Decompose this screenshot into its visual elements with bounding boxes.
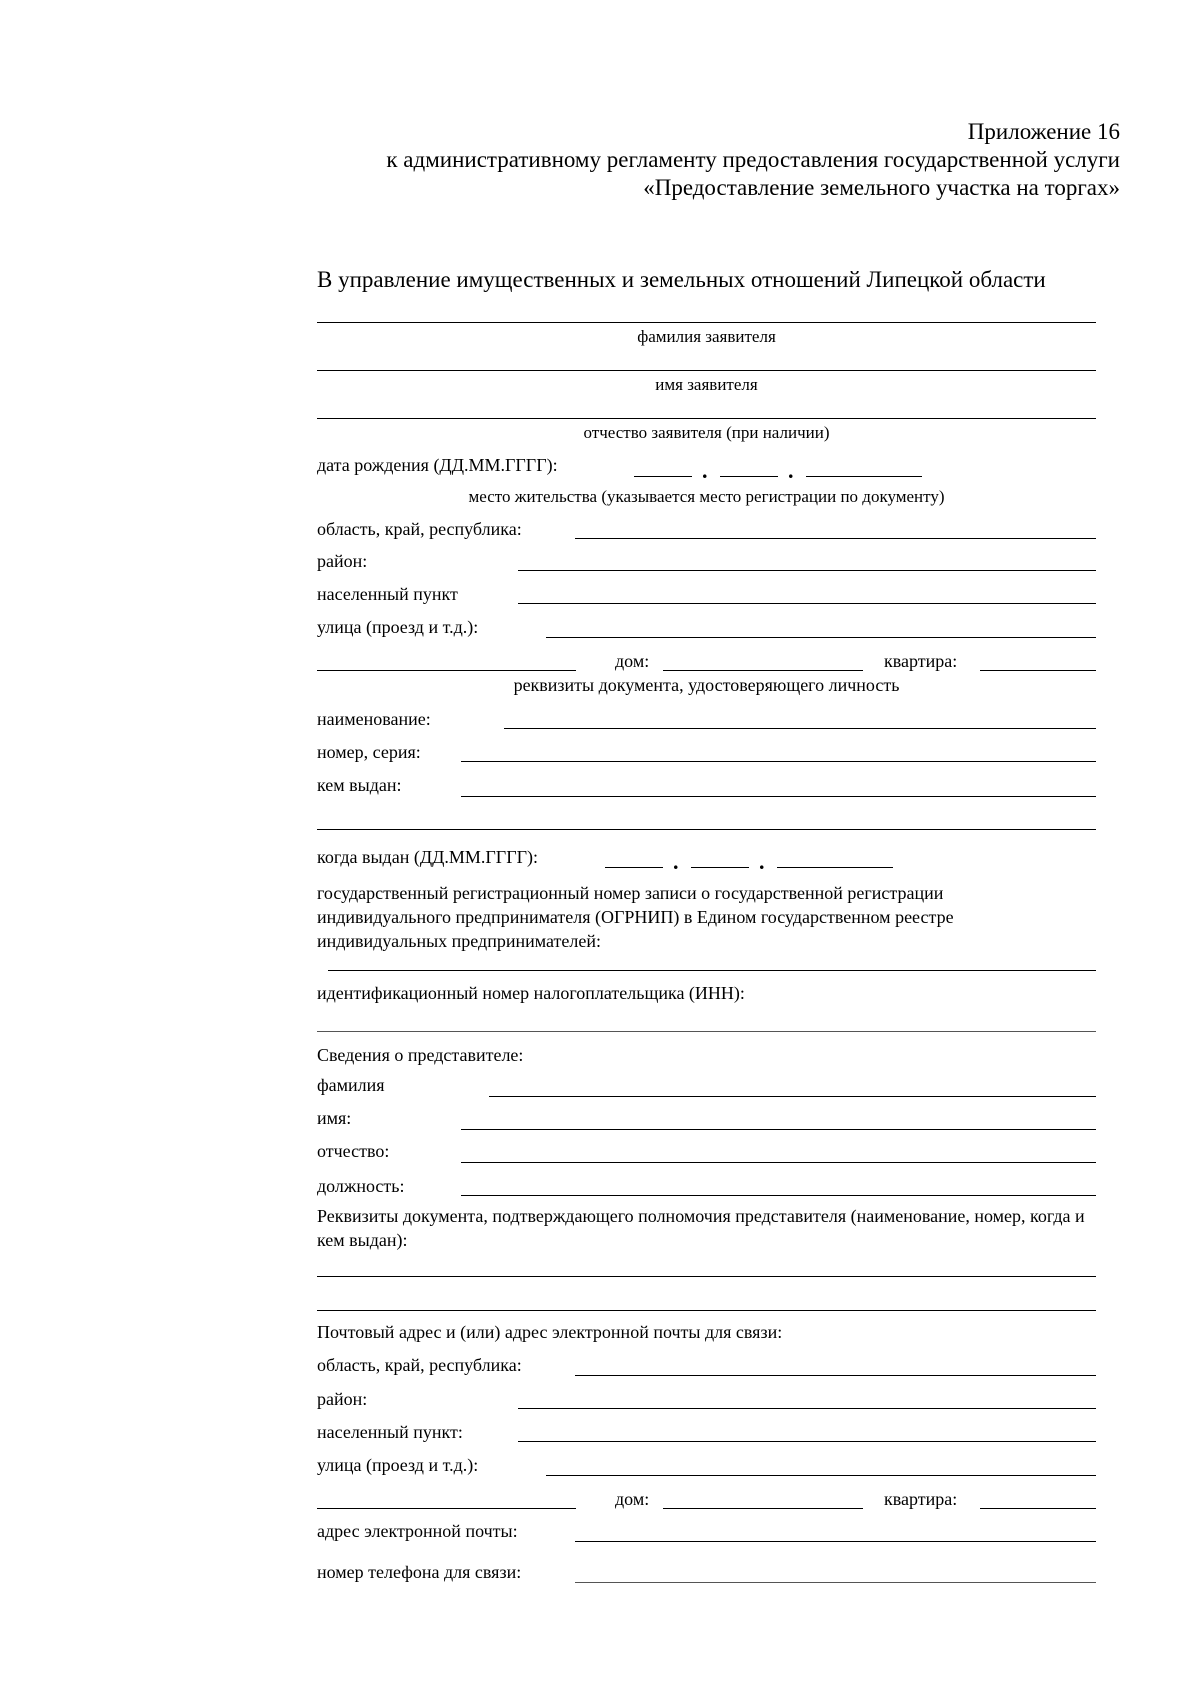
issued-by-label: кем выдан: — [317, 775, 402, 795]
birth-month-field[interactable] — [720, 476, 778, 477]
email-label: адрес электронной почты: — [317, 1521, 518, 1541]
issued-by-continuation-field[interactable] — [317, 829, 1096, 830]
house-field[interactable] — [663, 670, 863, 671]
postal-apartment-field[interactable] — [980, 1508, 1096, 1509]
postal-street-continuation-field[interactable] — [317, 1508, 576, 1509]
rep-surname-field[interactable] — [489, 1096, 1096, 1097]
rep-name-label: имя: — [317, 1108, 352, 1128]
rep-surname-label: фамилия — [317, 1075, 385, 1095]
rep-patronymic-label: отчество: — [317, 1141, 390, 1161]
phone-label: номер телефона для связи: — [317, 1562, 522, 1582]
street-field[interactable] — [546, 637, 1096, 638]
inn-field[interactable] — [317, 1031, 1096, 1032]
inn-label: идентификационный номер налогоплательщика (ИНН): — [317, 983, 745, 1003]
date-separator: . — [673, 849, 679, 874]
postal-locality-field[interactable] — [518, 1441, 1096, 1442]
identity-document-caption: реквизиты документа, удостоверяющего личность — [513, 675, 900, 695]
postal-house-label: дом: — [615, 1489, 650, 1509]
birth-year-field[interactable] — [806, 476, 922, 477]
authority-document-continuation-field[interactable] — [317, 1310, 1096, 1311]
addressee: В управление имущественных и земельных отношений Липецкой области — [317, 267, 1046, 292]
postal-street-field[interactable] — [546, 1475, 1096, 1476]
apartment-field[interactable] — [980, 670, 1096, 671]
representative-heading: Сведения о представителе: — [317, 1045, 524, 1065]
rep-position-field[interactable] — [461, 1195, 1096, 1196]
postal-street-label: улица (проезд и т.д.): — [317, 1455, 479, 1475]
postal-district-field[interactable] — [518, 1408, 1096, 1409]
document-number-field[interactable] — [461, 761, 1096, 762]
issue-year-field[interactable] — [777, 867, 893, 868]
appendix-title: Приложение 16 — [967, 119, 1120, 144]
locality-field[interactable] — [518, 603, 1096, 604]
surname-caption: фамилия заявителя — [637, 327, 776, 346]
postal-apartment-label: квартира: — [884, 1489, 958, 1509]
regulation-reference: к административному регламенту предоставления государственной услуги — [386, 147, 1120, 172]
date-separator: . — [702, 458, 708, 483]
document-number-label: номер, серия: — [317, 742, 421, 762]
date-separator: . — [788, 458, 794, 483]
surname-field[interactable] — [317, 322, 1096, 323]
postal-district-label: район: — [317, 1389, 368, 1409]
authority-document-field[interactable] — [317, 1276, 1096, 1277]
issue-month-field[interactable] — [691, 867, 749, 868]
region-field[interactable] — [575, 538, 1096, 539]
phone-field[interactable] — [575, 1582, 1096, 1583]
name-field[interactable] — [317, 370, 1096, 371]
document-name-label: наименование: — [317, 709, 431, 729]
birth-date-label: дата рождения (ДД.ММ.ГГГГ): — [317, 455, 558, 475]
rep-patronymic-field[interactable] — [461, 1162, 1096, 1163]
document-name-field[interactable] — [504, 728, 1096, 729]
locality-label: населенный пункт — [317, 584, 458, 604]
service-name: «Предоставление земельного участка на торгах» — [643, 175, 1120, 200]
patronymic-field[interactable] — [317, 418, 1096, 419]
apartment-label: квартира: — [884, 651, 958, 671]
district-label: район: — [317, 551, 368, 571]
postal-locality-label: населенный пункт: — [317, 1422, 463, 1442]
residence-caption: место жительства (указывается место регистрации по документу) — [468, 487, 945, 506]
region-label: область, край, республика: — [317, 519, 522, 539]
email-field[interactable] — [575, 1541, 1096, 1542]
ogrnip-field[interactable] — [328, 970, 1096, 971]
rep-position-label: должность: — [317, 1176, 405, 1196]
patronymic-caption: отчество заявителя (при наличии) — [583, 423, 830, 442]
authority-document-label: Реквизиты документа, подтверждающего полномочия представителя (наименование, номер, когда и кем выдан): — [317, 1206, 1085, 1250]
street-label: улица (проезд и т.д.): — [317, 617, 479, 637]
date-separator: . — [759, 849, 765, 874]
district-field[interactable] — [518, 570, 1096, 571]
postal-region-label: область, край, республика: — [317, 1355, 522, 1375]
postal-region-field[interactable] — [575, 1375, 1096, 1376]
name-caption: имя заявителя — [655, 375, 758, 394]
rep-name-field[interactable] — [461, 1129, 1096, 1130]
postal-heading: Почтовый адрес и (или) адрес электронной почты для связи: — [317, 1322, 783, 1342]
house-label: дом: — [615, 651, 650, 671]
ogrnip-label: государственный регистрационный номер записи о государственной регистрации индивидуального предпринимателя (ОГРНИП) в Едином государственном реестре индивидуальных предпринимателей: — [317, 883, 954, 951]
issued-by-field[interactable] — [461, 796, 1096, 797]
issue-date-label: когда выдан (ДД.ММ.ГГГГ): — [317, 847, 539, 867]
street-continuation-field[interactable] — [317, 670, 576, 671]
postal-house-field[interactable] — [663, 1508, 863, 1509]
birth-day-field[interactable] — [634, 476, 692, 477]
issue-day-field[interactable] — [605, 867, 663, 868]
